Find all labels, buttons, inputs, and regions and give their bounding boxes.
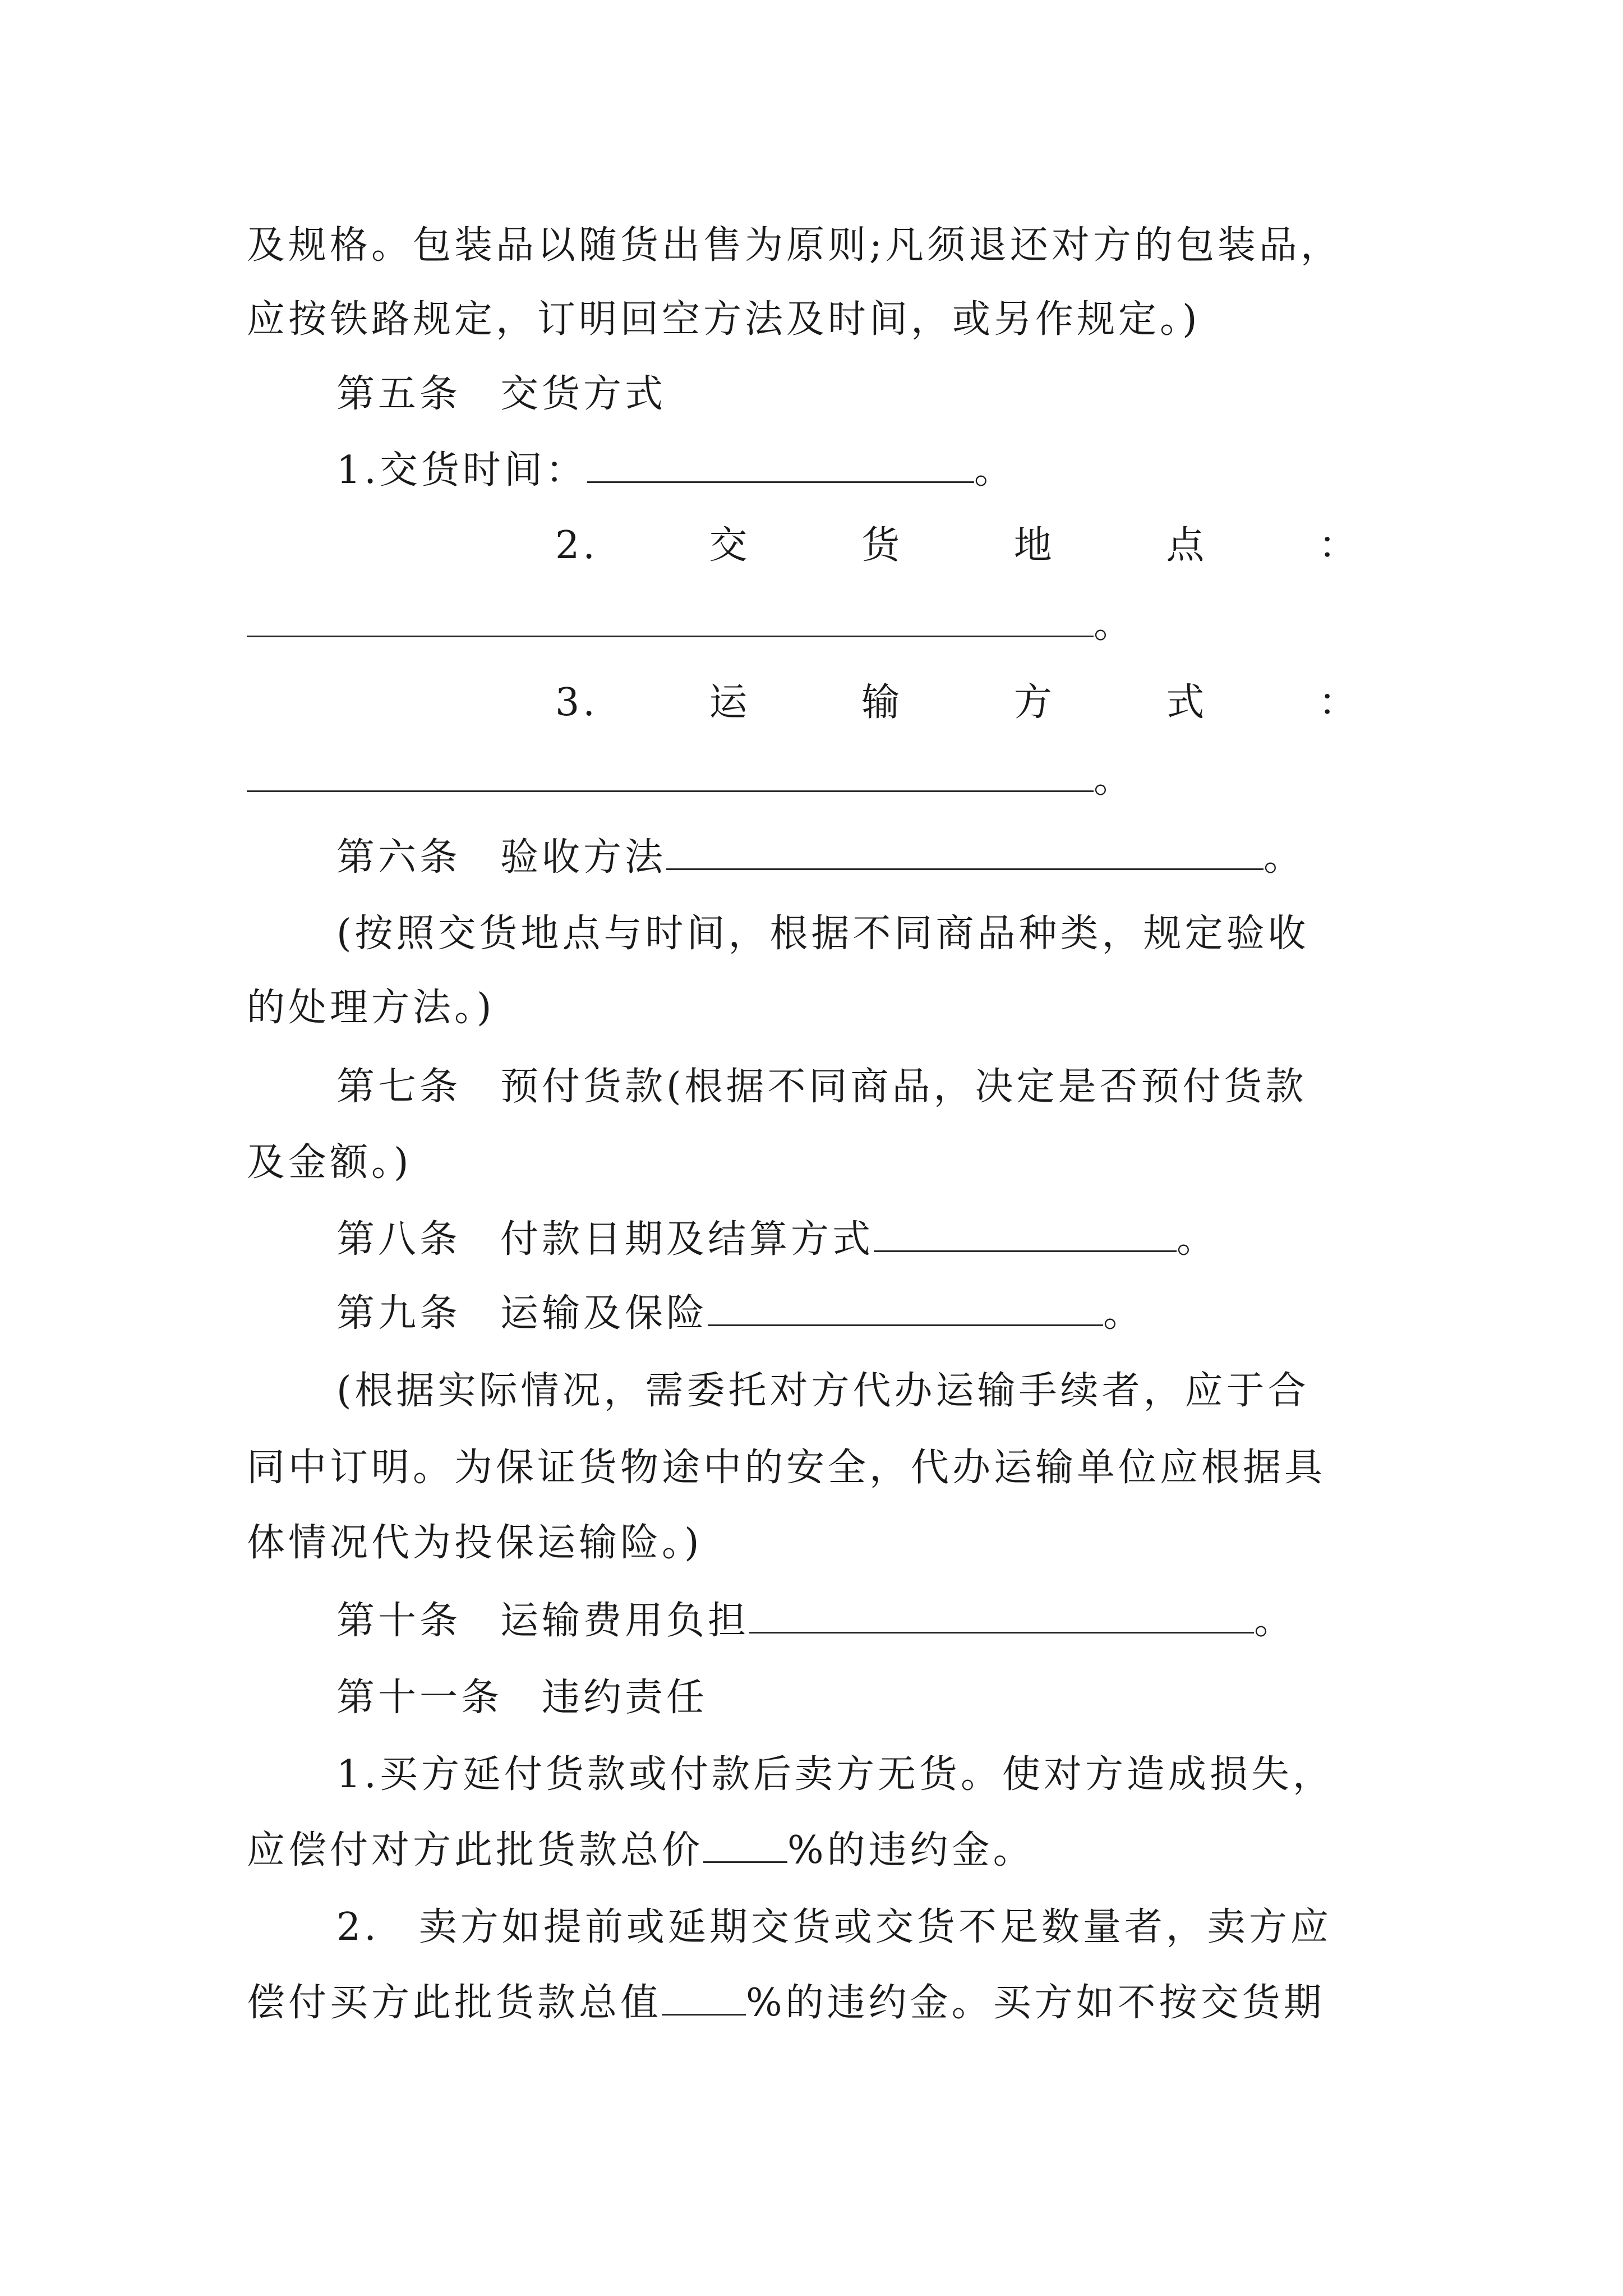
article-title: 运输及保险 xyxy=(500,1291,708,1336)
text-segment: 应偿付对方此批货款总价 xyxy=(247,1828,704,1872)
text-line: (按照交货地点与时间，根据不同商品种类，规定验收 xyxy=(336,912,1310,956)
label-char: 交 xyxy=(709,523,751,568)
text-segment: 卖方如提前或延期交货或交货不足数量者，卖方应 xyxy=(418,1905,1332,1949)
line-end: 。 xyxy=(1094,602,1132,647)
text-line: 1.买方延付货款或付款后卖方无货。使对方造成损失， xyxy=(336,1752,1334,1797)
delivery-place-blank-line xyxy=(247,600,1132,650)
article-number: 第十一条 xyxy=(336,1676,503,1720)
delivery-time-line xyxy=(336,445,1402,496)
text-segment: %的违约金。 xyxy=(787,1828,1035,1872)
text-line: 的处理方法。) xyxy=(247,986,495,1030)
penalty-line-1 xyxy=(247,1825,1402,1876)
blank-field[interactable] xyxy=(666,834,1264,870)
label-char: 方 xyxy=(1013,680,1055,725)
transport-mode-label xyxy=(555,678,1360,728)
label-char: ： xyxy=(1318,680,1360,725)
article-number: 第七条 xyxy=(336,1065,462,1109)
line-end: 。 xyxy=(1094,757,1132,802)
label-char: ： xyxy=(1318,523,1360,568)
line-end: 。 xyxy=(1264,835,1306,880)
percent-blank[interactable] xyxy=(662,1979,746,2016)
penalty-line-3 xyxy=(247,1978,1402,2028)
label-char: 地 xyxy=(1013,523,1055,568)
article-number: 第六条 xyxy=(336,835,462,880)
transport-mode-blank-line xyxy=(247,754,1132,805)
text-line: (根据实际情况，需委托对方代办运输手续者，应于合 xyxy=(336,1369,1310,1413)
line-end: 。 xyxy=(974,448,1016,493)
text-line: 及规格。包装品以随货出售为原则;凡须退还对方的包装品， xyxy=(247,223,1342,268)
penalty-line-2 xyxy=(336,1902,1402,1953)
label-char: 货 xyxy=(861,523,903,568)
article-number: 第九条 xyxy=(336,1291,462,1336)
item-number: 2. xyxy=(336,1905,380,1949)
article-title: 运输费用负担 xyxy=(500,1599,750,1643)
label-char: 点 xyxy=(1166,523,1208,568)
article-title: 预付货款(根据不同商品，决定是否预付货款 xyxy=(500,1065,1307,1109)
article-title: 违约责任 xyxy=(542,1676,708,1720)
article-number: 第八条 xyxy=(336,1217,462,1262)
article-9-heading xyxy=(336,1289,1402,1339)
line-end: 。 xyxy=(1103,1291,1145,1336)
blank-field[interactable] xyxy=(587,447,974,483)
delivery-place-label xyxy=(555,521,1360,571)
blank-field[interactable] xyxy=(247,756,1094,792)
label-char: 式 xyxy=(1166,680,1208,725)
blank-field[interactable] xyxy=(708,1290,1103,1326)
article-10-heading xyxy=(336,1596,1402,1646)
article-title: 交货方式 xyxy=(500,372,667,416)
article-11-heading xyxy=(336,1673,1402,1723)
article-7-heading xyxy=(336,1062,1402,1112)
label-char: 输 xyxy=(861,680,903,725)
article-8-heading xyxy=(336,1214,1402,1265)
article-5-heading xyxy=(336,369,1402,420)
blank-field[interactable] xyxy=(247,601,1094,637)
article-number: 第十条 xyxy=(336,1599,462,1643)
line-end: 。 xyxy=(1254,1599,1296,1643)
article-number: 第五条 xyxy=(336,372,462,416)
text-line: 应按铁路规定，订明回空方法及时间，或另作规定。) xyxy=(247,297,1201,342)
text-line: 体情况代为投保运输险。) xyxy=(247,1521,703,1565)
text-line: 同中订明。为保证货物途中的安全，代办运输单位应根据具 xyxy=(247,1446,1326,1490)
label-char: 3. xyxy=(555,680,598,725)
article-title: 付款日期及结算方式 xyxy=(500,1217,874,1262)
percent-blank[interactable] xyxy=(703,1826,787,1863)
line-end: 。 xyxy=(1177,1217,1219,1262)
article-title: 验收方法 xyxy=(500,835,667,880)
field-label: 1.交货时间： xyxy=(336,448,587,493)
text-segment: %的违约金。买方如不按交货期 xyxy=(746,1981,1325,2025)
article-6-heading xyxy=(336,832,1402,883)
blank-field[interactable] xyxy=(749,1597,1254,1634)
blank-field[interactable] xyxy=(874,1216,1177,1252)
text-line: 及金额。) xyxy=(247,1140,412,1185)
label-char: 2. xyxy=(555,523,598,568)
label-char: 运 xyxy=(709,680,751,725)
text-segment: 偿付买方此批货款总值 xyxy=(247,1981,662,2025)
